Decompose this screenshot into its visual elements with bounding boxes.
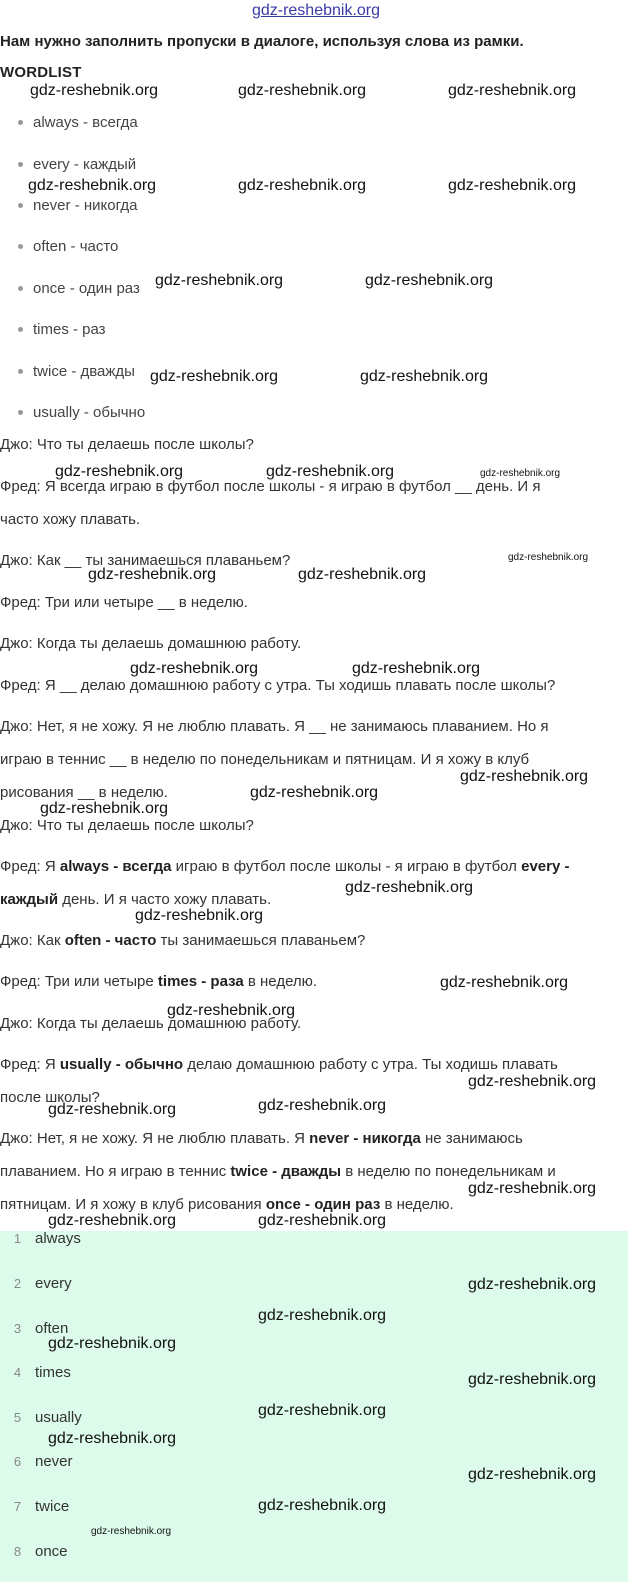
watermark-text: gdz-reshebnik.org <box>468 1276 597 1293</box>
answer-row <box>0 1453 73 1470</box>
answer-highlight: never - никогда <box>309 1130 421 1147</box>
watermark-text: gdz-reshebnik.org <box>238 177 367 194</box>
answer-row <box>0 1230 81 1247</box>
watermark-text: gdz-reshebnik.org <box>508 552 589 563</box>
watermark-text: gdz-reshebnik.org <box>48 1430 177 1447</box>
bullet-icon <box>18 410 23 415</box>
answer-number: 2 <box>13 1276 22 1291</box>
watermark-text: gdz-reshebnik.org <box>468 1371 597 1388</box>
wordlist-item <box>18 363 135 380</box>
answer-word: times <box>35 1364 71 1381</box>
watermark-text: gdz-reshebnik.org <box>298 566 427 583</box>
watermark-text: gdz-reshebnik.org <box>345 879 474 896</box>
watermark-text: gdz-reshebnik.org <box>167 1002 296 1019</box>
filled-line: плаванием. Но я играю в теннис twice - дважды в неделю по понедельникам и <box>0 1163 556 1180</box>
filled-line: Фред: Три или четыре times - раза в неделю. <box>0 973 318 990</box>
answer-highlight: always - всегда <box>59 858 172 875</box>
answer-highlight: every - <box>521 858 570 875</box>
watermark-text: gdz-reshebnik.org <box>258 1497 387 1514</box>
answer-highlight: usually - обычно <box>59 1056 184 1073</box>
dialogue-line: Фред: Три или четыре __ в неделю. <box>0 594 248 611</box>
watermark-text: gdz-reshebnik.org <box>30 82 159 99</box>
watermark-text: gdz-reshebnik.org <box>40 800 169 817</box>
wordlist-item-text: often - часто <box>33 238 119 255</box>
watermark-text: gdz-reshebnik.org <box>460 768 589 785</box>
dialogue-line: Джо: Когда ты делаешь домашнюю работу. <box>0 635 302 652</box>
watermark-text: gdz-reshebnik.org <box>135 907 264 924</box>
wordlist-item-text: always - всегда <box>33 114 138 131</box>
answer-number: 8 <box>13 1544 22 1559</box>
wordlist-item <box>18 280 140 297</box>
watermark-text: gdz-reshebnik.org <box>448 82 577 99</box>
wordlist-item <box>18 156 136 173</box>
wordlist-item <box>18 321 106 338</box>
bullet-icon <box>18 203 23 208</box>
answer-highlight: often - часто <box>64 932 157 949</box>
watermark-text: gdz-reshebnik.org <box>468 1073 597 1090</box>
answer-word: once <box>35 1543 68 1560</box>
bullet-icon <box>18 286 23 291</box>
watermark-text: gdz-reshebnik.org <box>130 660 259 677</box>
watermark-text: gdz-reshebnik.org <box>360 368 489 385</box>
watermark-text: gdz-reshebnik.org <box>365 272 494 289</box>
answer-number: 5 <box>13 1410 22 1425</box>
watermark-text: gdz-reshebnik.org <box>480 468 561 479</box>
dialogue-line: Фред: Я __ делаю домашнюю работу с утра. Ты ходишь плавать после школы? <box>0 677 556 694</box>
answer-word: usually <box>35 1409 82 1426</box>
answer-word: always <box>35 1230 81 1247</box>
answer-highlight: once - один раз <box>265 1196 381 1213</box>
wordlist-item <box>18 404 145 421</box>
watermark-text: gdz-reshebnik.org <box>48 1212 177 1229</box>
bullet-icon <box>18 120 23 125</box>
watermark-text: gdz-reshebnik.org <box>155 272 284 289</box>
answer-number: 7 <box>13 1499 22 1514</box>
answer-word: every <box>35 1275 72 1292</box>
watermark-text: gdz-reshebnik.org <box>238 82 367 99</box>
answer-row <box>0 1409 82 1426</box>
watermark-text: gdz-reshebnik.org <box>258 1307 387 1324</box>
watermark-text: gdz-reshebnik.org <box>258 1402 387 1419</box>
watermark-text: gdz-reshebnik.org <box>440 974 569 991</box>
dialogue-line: Фред: Я всегда играю в футбол после школы - я играю в футбол __ день. И я <box>0 478 541 495</box>
watermark-text: gdz-reshebnik.org <box>91 1526 172 1537</box>
answer-number: 4 <box>13 1365 22 1380</box>
answer-row <box>0 1498 69 1515</box>
watermark-text: gdz-reshebnik.org <box>55 463 184 480</box>
answer-highlight: times - раза <box>157 973 244 990</box>
answer-number: 3 <box>13 1321 22 1336</box>
bullet-icon <box>18 327 23 332</box>
watermark-text: gdz-reshebnik.org <box>250 784 379 801</box>
watermark-text: gdz-reshebnik.org <box>468 1180 597 1197</box>
dialogue-line: рисования __ в неделю. <box>0 784 168 801</box>
dialogue-line: часто хожу плавать. <box>0 511 141 528</box>
answer-word: often <box>35 1320 69 1337</box>
wordlist-title: WORDLIST <box>0 64 82 81</box>
wordlist-item-text: usually - обычно <box>33 404 146 421</box>
filled-line: каждый день. И я часто хожу плавать. <box>0 891 272 908</box>
wordlist-item <box>18 238 118 255</box>
answer-word: twice <box>35 1498 70 1515</box>
watermark-text: gdz-reshebnik.org <box>468 1466 597 1483</box>
answer-row <box>0 1275 72 1292</box>
bullet-icon <box>18 162 23 167</box>
wordlist-item-text: twice - дважды <box>33 363 135 380</box>
wordlist-item-text: every - каждый <box>33 156 137 173</box>
answer-number: 1 <box>13 1231 22 1246</box>
answer-word: never <box>35 1453 73 1470</box>
answer-highlight: twice - дважды <box>230 1163 342 1180</box>
answer-highlight: каждый <box>0 891 59 908</box>
dialogue-line: Джо: Что ты делаешь после школы? <box>0 436 254 453</box>
filled-line: Фред: Я always - всегда играю в футбол после школы - я играю в футбол every - <box>0 858 570 875</box>
watermark-text: gdz-reshebnik.org <box>48 1101 177 1118</box>
answer-row <box>0 1364 71 1381</box>
watermark-text: gdz-reshebnik.org <box>28 177 157 194</box>
filled-line: после школы? <box>0 1089 100 1106</box>
task-instruction: Нам нужно заполнить пропуски в диалоге, используя слова из рамки. <box>0 33 524 50</box>
bullet-icon <box>18 244 23 249</box>
wordlist-item-text: once - один раз <box>33 280 140 297</box>
watermark-text: gdz-reshebnik.org <box>258 1212 387 1229</box>
answer-row <box>0 1543 68 1560</box>
watermark-text: gdz-reshebnik.org <box>88 566 217 583</box>
watermark-text: gdz-reshebnik.org <box>258 1097 387 1114</box>
wordlist-item-text: times - раз <box>33 321 106 338</box>
site-header-link[interactable]: gdz-reshebnik.org <box>251 2 381 19</box>
filled-line: Джо: Когда ты делаешь домашнюю работу. <box>0 1015 302 1032</box>
bullet-icon <box>18 369 23 374</box>
filled-line: пятницам. И я хожу в клуб рисования once - один раз в неделю. <box>0 1196 454 1213</box>
filled-line: Джо: Как often - часто ты занимаешься плаваньем? <box>0 932 366 949</box>
filled-line: Джо: Нет, я не хожу. Я не люблю плавать. Я never - никогда не занимаюсь <box>0 1130 523 1147</box>
watermark-text: gdz-reshebnik.org <box>352 660 481 677</box>
filled-line: Фред: Я usually - обычно делаю домашнюю работу с утра. Ты ходишь плавать <box>0 1056 558 1073</box>
wordlist-item-text: never - никогда <box>33 197 138 214</box>
wordlist-item <box>18 197 137 214</box>
watermark-text: gdz-reshebnik.org <box>150 368 279 385</box>
filled-line: Джо: Что ты делаешь после школы? <box>0 817 254 834</box>
watermark-text: gdz-reshebnik.org <box>48 1335 177 1352</box>
answer-number: 6 <box>13 1454 22 1469</box>
dialogue-line: Джо: Нет, я не хожу. Я не люблю плавать. Я __ не занимаюсь плаванием. Но я <box>0 718 549 735</box>
dialogue-line: Джо: Как __ ты занимаешься плаваньем? <box>0 552 291 569</box>
watermark-text: gdz-reshebnik.org <box>448 177 577 194</box>
watermark-text: gdz-reshebnik.org <box>266 463 395 480</box>
wordlist-item <box>18 114 138 131</box>
dialogue-line: играю в теннис __ в неделю по понедельникам и пятницам. И я хожу в клуб <box>0 751 530 768</box>
